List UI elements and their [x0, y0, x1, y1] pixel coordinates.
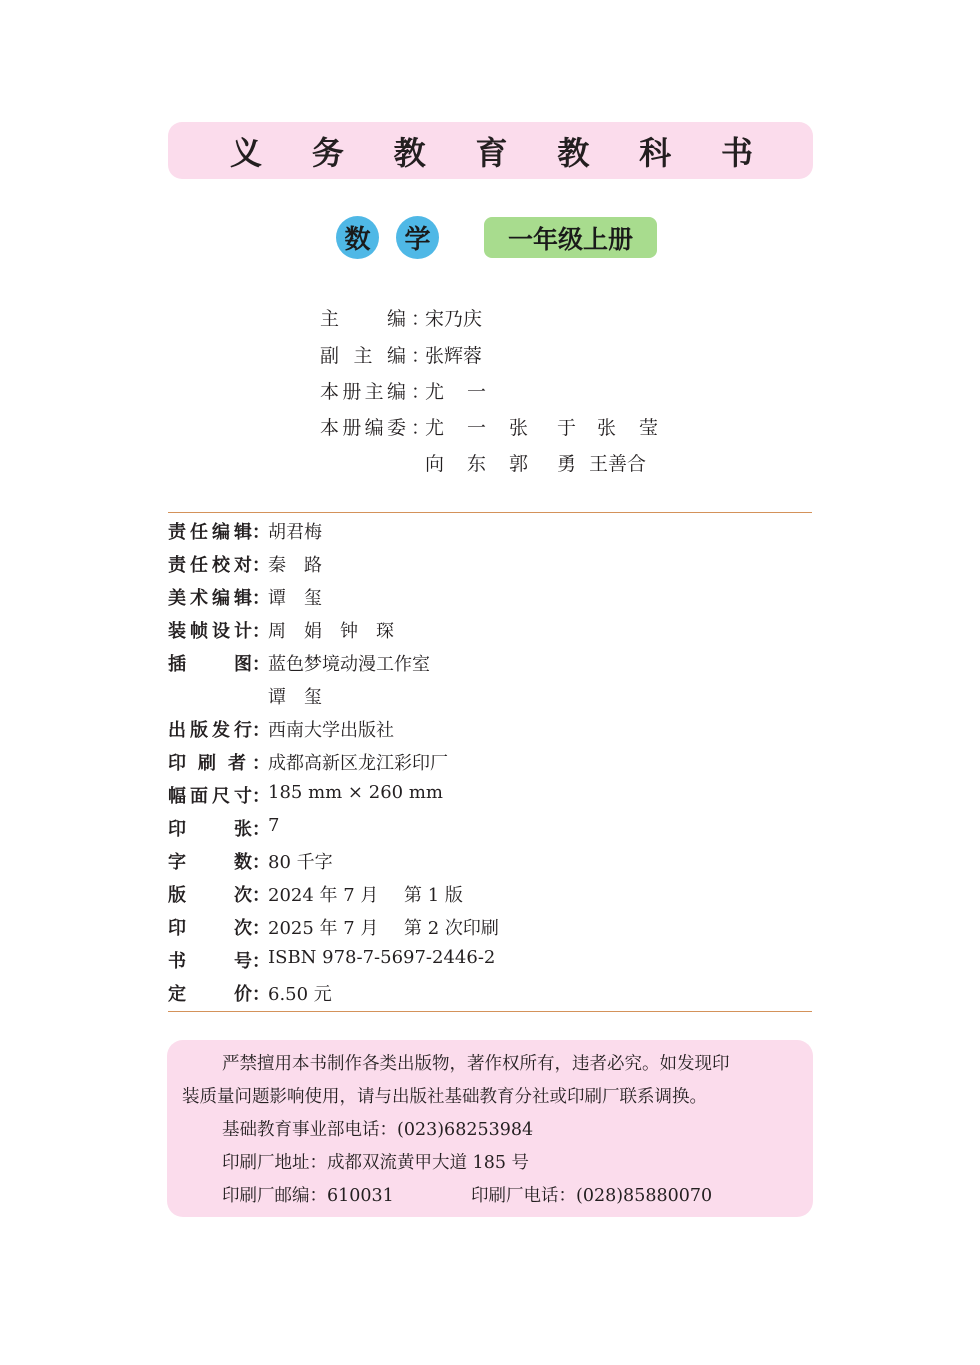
info-value: 2025 年 7 月 — [268, 918, 379, 939]
subject-char-badge: 学 — [396, 216, 439, 259]
title-char: 科 — [639, 133, 672, 172]
info-value: 胡君梅 — [268, 522, 322, 543]
info-value: 蓝色梦境动漫工作室 — [268, 654, 430, 675]
copyright-notice — [167, 1040, 813, 1217]
info-value: 西南大学出版社 — [268, 720, 394, 741]
notice-text: 装质量问题影响使用，请与出版社基础教育分社或印刷厂联系调换。 — [182, 1087, 707, 1107]
info-value: 成都高新区龙江彩印厂 — [268, 753, 448, 774]
info-value-secondary: 第 2 次印刷 — [404, 918, 499, 939]
subject-char-badge: 数 — [336, 216, 379, 259]
title-char: 书 — [720, 133, 753, 172]
title-char: 教 — [393, 133, 426, 172]
title-char: 义 — [230, 133, 263, 172]
printer-postcode: 印刷厂邮编：610031 — [222, 1186, 394, 1206]
info-value: 周 娟 钟 琛 — [268, 621, 394, 642]
info-value: ISBN 978-7-5697-2446-2 — [268, 947, 496, 968]
info-value: 2024 年 7 月 — [268, 885, 379, 906]
title-char: 育 — [475, 133, 508, 172]
grade-badge: 一年级上册 — [484, 217, 657, 258]
printer-phone: 印刷厂电话：(028)85880070 — [471, 1186, 713, 1206]
info-value-secondary: 第 1 版 — [404, 885, 463, 906]
info-value: 185 mm × 260 mm — [268, 782, 443, 803]
info-value: 谭 玺 — [268, 687, 322, 708]
info-value: 谭 玺 — [268, 588, 322, 609]
editor-label: 主 编 — [320, 308, 406, 330]
editor-names: 张辉蓉 — [425, 345, 483, 367]
editor-names: 尤 一 — [425, 381, 487, 403]
editor-label: 本 册 编 委 — [320, 417, 406, 439]
editor-names: 尤 一 张 于 张 莹 — [425, 417, 659, 439]
title-char: 教 — [557, 133, 590, 172]
notice-text: 严禁擅用本书制作各类出版物，著作权所有，违者必究。如发现印 — [222, 1054, 730, 1074]
divider — [168, 1011, 812, 1012]
contact-phone: 基础教育事业部电话：(023)68253984 — [222, 1120, 534, 1140]
info-value: 7 — [268, 815, 280, 836]
editor-label: 副 主 编 — [320, 345, 406, 367]
info-value: 80 千字 — [268, 852, 333, 873]
title-char: 务 — [311, 133, 344, 172]
title-banner — [168, 122, 813, 179]
printer-address: 印刷厂地址：成都双流黄甲大道 185 号 — [222, 1153, 530, 1173]
info-value: 6.50 元 — [268, 984, 332, 1005]
editor-names: 宋乃庆 — [425, 308, 483, 330]
series-title — [168, 122, 813, 179]
divider — [168, 512, 812, 513]
editor-names: 向 东 郭 勇 王善合 — [425, 453, 647, 475]
info-value: 秦 路 — [268, 555, 322, 576]
editor-label: 本 册 主 编 — [320, 381, 406, 403]
